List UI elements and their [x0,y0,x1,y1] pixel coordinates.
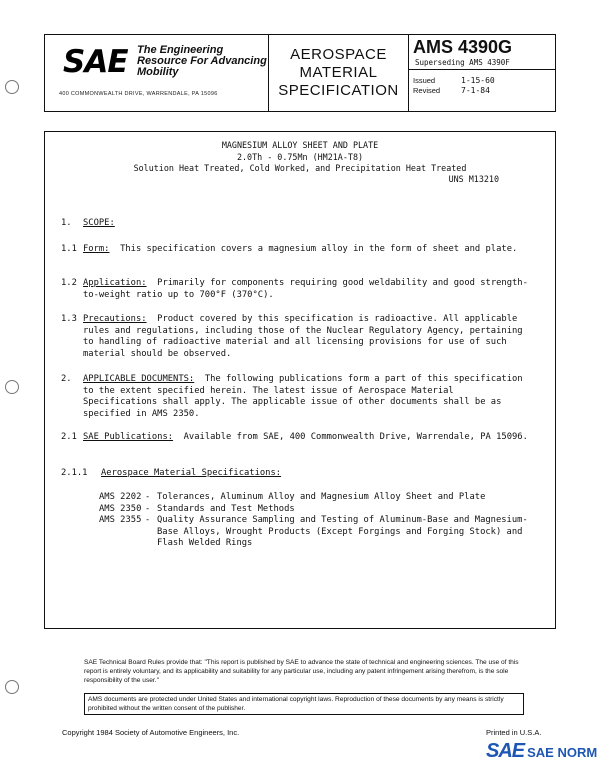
reference-list [99,492,537,550]
sae-logo-block [45,35,269,111]
list-item: AMS 2202 - Tolerances, Aluminum Alloy and Magnesium Alloy Sheet and Plate [99,492,486,502]
copyright-notice: AMS documents are protected under United States and international copyright laws. Reproduction of these documents by any means is strictly prohibited without the written consent of the publisher. [84,693,524,715]
issued-date: 1-15-60 [461,76,495,85]
supersedes: Superseding AMS 4390F [409,57,555,70]
section-2: 2. APPLICABLE DOCUMENTS: The following publications form a part of this specification to the extent specified herein. The latest issue of Aerospace Material Specifications shall apply. The applicable issue of other documents shall be as specified in AMS 2350. [61,374,523,419]
list-item: AMS 2355 - Quality Assurance Sampling and Testing of Aluminum-Base and Magnesium-Base Alloys, Wrought Products (Except Forgings and Forging Stock) and Flash Welded Rings [99,515,528,548]
section-1-2: 1.2 Application: Primarily for components requiring good weldability and good strength-to-weight ratio up to 700°F (370°C). [61,278,528,300]
sae-tagline: The Engineering Resource For Advancing Mobility [137,44,267,78]
sae-logo: SAE [63,44,128,80]
doc-number: AMS 4390G [413,37,513,57]
doc-id-block [409,35,555,111]
punch-hole-middle [5,380,19,394]
issue-dates: Issued 1-15-60 Revised 7-1-84 [409,70,555,95]
sae-address: 400 COMMONWEALTH DRIVE, WARRENDALE, PA 15096 [59,91,218,97]
section-1-1: 1.1 Form: This specification covers a magnesium alloy in the form of sheet and plate. [61,244,518,254]
section-1: 1. SCOPE: [61,218,115,228]
punch-hole-bottom [5,680,19,694]
copyright-line: Copyright 1984 Society of Automotive Engineers, Inc. [62,728,240,737]
spec-type-title: AEROSPACE MATERIAL SPECIFICATION [269,35,409,111]
document-header [44,34,556,112]
revised-date: 7-1-84 [461,86,490,95]
board-rules: SAE Technical Board Rules provide that: "This report is published by SAE to advance the state of technical and engineering sciences. The use of this report is entirely voluntary, and its applicability and suitability for any particular use, including any patent infringement arising therefrom, is the sole responsibility of the user." [84,659,519,684]
section-heading: SCOPE: [83,218,115,228]
doc-title: MAGNESIUM ALLOY SHEET AND PLATE 2.0Th - 0.75Mn (HM21A-T8) Solution Heat Treated, Cold Worked, and Precipitation Heat Treated [133,140,467,173]
section-1-3: 1.3 Precautions: Product covered by this specification is radioactive. All applicable rules and regulations, including those of the Nuclear Regulatory Agency, pertaining to handling of radioactive material and all licensing provisions for use of such material should be observed. [61,314,523,359]
uns-number: UNS M13210 [448,174,499,184]
section-2-1: 2.1 SAE Publications: Available from SAE, 400 Commonwealth Drive, Warrendale, PA 15096. [61,432,528,442]
list-item: AMS 2350 - Standards and Test Methods [99,503,295,514]
printed-in: Printed in U.S.A. [486,728,542,737]
section-2-1-1: 2.1.1 Aerospace Material Specifications: [61,468,282,478]
spec-body [44,131,556,629]
punch-hole-top [5,80,19,94]
watermark-logo: SAE SAE NORM [486,740,598,762]
